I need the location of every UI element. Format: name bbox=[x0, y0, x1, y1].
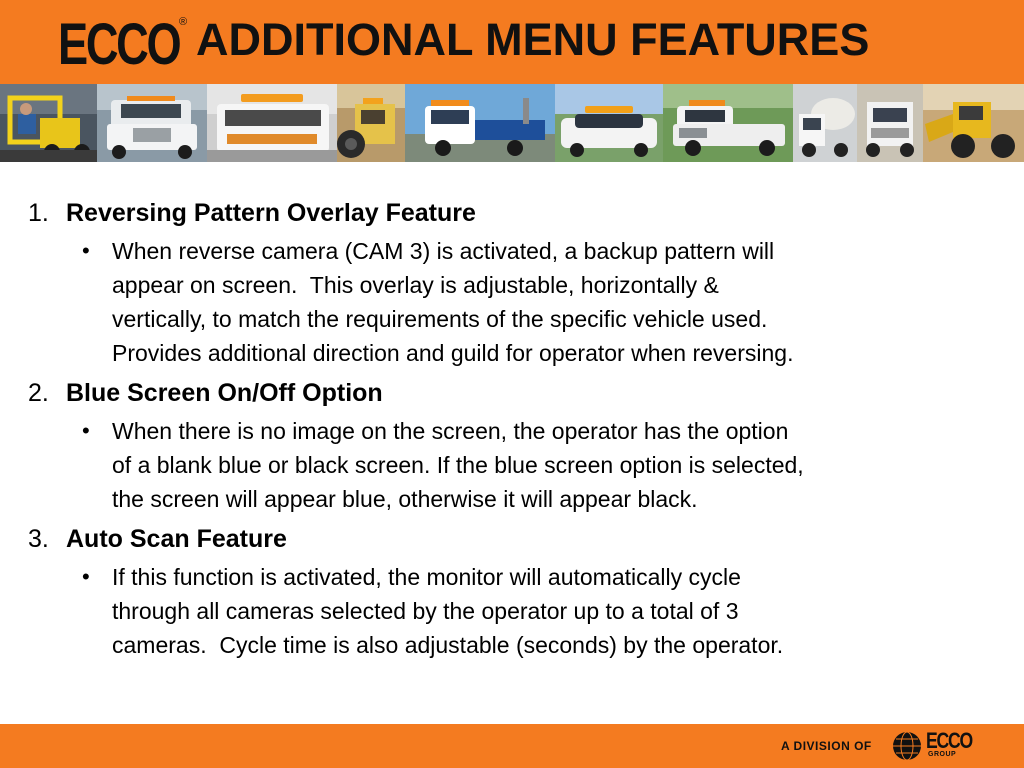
registered-mark: ® bbox=[179, 16, 188, 28]
bullet-line: When reverse camera (CAM 3) is activated, a backup pattern will bbox=[112, 238, 775, 264]
white-pickup-photo bbox=[97, 84, 207, 162]
ecco-group-logo bbox=[926, 730, 978, 762]
item-number: 1. bbox=[28, 199, 49, 227]
bullet-line: When there is no image on the screen, the operator has the option bbox=[112, 418, 789, 444]
wheel-loader-photo bbox=[923, 84, 1024, 162]
division-text: A DIVISION OF bbox=[781, 739, 872, 753]
forklift-photo bbox=[0, 84, 97, 162]
bullet-line: appear on screen. This overlay is adjustable, horizontally & bbox=[112, 272, 719, 298]
bullet-icon: • bbox=[82, 238, 90, 263]
globe-icon bbox=[892, 731, 922, 761]
list-item bbox=[28, 522, 988, 662]
bullet-line: vertically, to match the requirements of the specific vehicle used. bbox=[112, 306, 768, 332]
group-logo-ecco: ECCO bbox=[926, 728, 973, 753]
bullet-line: through all cameras selected by the operator up to a total of 3 bbox=[112, 598, 739, 624]
dump-truck-photo bbox=[857, 84, 923, 162]
item-heading-row bbox=[28, 196, 988, 230]
construction-vehicle-photo bbox=[337, 84, 405, 162]
bullet-line: cameras. Cycle time is also adjustable (seconds) by the operator. bbox=[112, 632, 784, 658]
bullet-block bbox=[82, 414, 988, 516]
bullet-block bbox=[82, 234, 988, 370]
content-list bbox=[28, 196, 988, 668]
group-logo-group: GROUP bbox=[928, 751, 957, 758]
bullet-block bbox=[82, 560, 988, 662]
cement-mixer-photo bbox=[793, 84, 857, 162]
ecco-logo: ECCO bbox=[58, 12, 180, 77]
page-title: ADDITIONAL MENU FEATURES bbox=[196, 14, 870, 65]
bullet-line: If this function is activated, the monitor will automatically cycle bbox=[112, 564, 741, 590]
item-number: 3. bbox=[28, 525, 49, 553]
item-heading: Reversing Pattern Overlay Feature bbox=[66, 199, 476, 227]
header-bar bbox=[0, 0, 1024, 84]
item-heading: Blue Screen On/Off Option bbox=[66, 379, 383, 407]
bullet-icon: • bbox=[82, 564, 90, 589]
item-number: 2. bbox=[28, 379, 49, 407]
vehicle-photo-strip bbox=[0, 84, 1024, 162]
tow-truck-photo bbox=[405, 84, 555, 162]
list-item bbox=[28, 376, 988, 516]
footer-bar bbox=[0, 724, 1024, 768]
police-car-photo bbox=[555, 84, 663, 162]
light-bar-truck-photo bbox=[207, 84, 337, 162]
list-item bbox=[28, 196, 988, 370]
bullet-line: Provides additional direction and guild for operator when reversing. bbox=[112, 340, 794, 366]
bullet-line: the screen will appear blue, otherwise it will appear black. bbox=[112, 486, 698, 512]
item-heading-row bbox=[28, 376, 988, 410]
item-heading-row bbox=[28, 522, 988, 556]
bullet-icon: • bbox=[82, 418, 90, 443]
gmc-pickup-photo bbox=[663, 84, 793, 162]
bullet-line: of a blank blue or black screen. If the blue screen option is selected, bbox=[112, 452, 804, 478]
item-heading: Auto Scan Feature bbox=[66, 525, 287, 553]
